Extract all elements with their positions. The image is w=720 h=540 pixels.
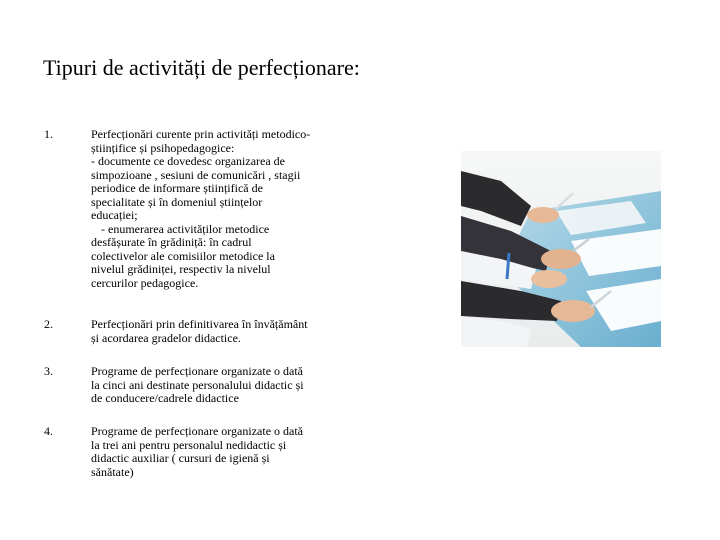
list-item-line: și acordarea gradelor didactice. (91, 330, 241, 345)
list-item-line: la cinci ani destinate personalului didactic și (91, 377, 304, 392)
list-item-text (91, 425, 361, 479)
list-item-line: desfășurate în grădiniță: în cadrul (91, 235, 252, 249)
list-item-line: Perfecționări curente prin activități metodico- (91, 127, 311, 141)
list-item-line: specialitate și în domeniul științelor (91, 194, 263, 209)
list-item-line: didactic auxiliar ( cursuri de igienă și (91, 451, 270, 465)
list-item-line: periodice de informare științifică de (91, 181, 263, 195)
list-item-number: 4. (44, 424, 53, 438)
list-item-line: Programe de perfecționare organizate o dată (91, 364, 304, 378)
list-item-line: - documente ce dovedesc organizarea de (91, 154, 286, 168)
list-item (44, 365, 344, 406)
list-item-text (91, 128, 361, 290)
list-item-line: educației; (91, 208, 138, 222)
slide-title: Tipuri de activități de perfecționare: (43, 55, 360, 80)
list-item (44, 425, 344, 479)
list-item-line: colectivelor ale comisiilor metodice la (91, 248, 275, 263)
meeting-hands-writing-photo-icon (461, 151, 661, 347)
list-item-line: la trei ani pentru personalul nedidactic și (91, 437, 287, 452)
list-item-line: de conducere/cadrele didactice (91, 391, 239, 405)
list-item-line: - enumerarea activităților metodice (101, 221, 270, 236)
list-item-line: științifice și psihopedagogice: (91, 140, 235, 155)
list-item-line: cercurilor pedagogice. (91, 275, 199, 290)
list-item-text (91, 318, 361, 345)
list-item (44, 128, 344, 290)
list-item-number: 3. (44, 364, 53, 378)
list-item (44, 318, 344, 345)
list-item-line: nivelul grădiniței, respectiv la nivelul (91, 262, 271, 276)
list-item-number: 1. (44, 127, 53, 141)
list-item-line: simpozioane , sesiuni de comunicări , stagii (91, 167, 301, 182)
list-item-line: Perfecționări prin definitivarea în învățământ (91, 317, 308, 331)
list-item-text (91, 365, 361, 406)
meeting-photo (461, 151, 661, 347)
list-item-number: 2. (44, 317, 53, 331)
list-item-line: sănătate) (91, 464, 134, 479)
list-item-line: Programe de perfecționare organizate o dată (91, 424, 304, 438)
